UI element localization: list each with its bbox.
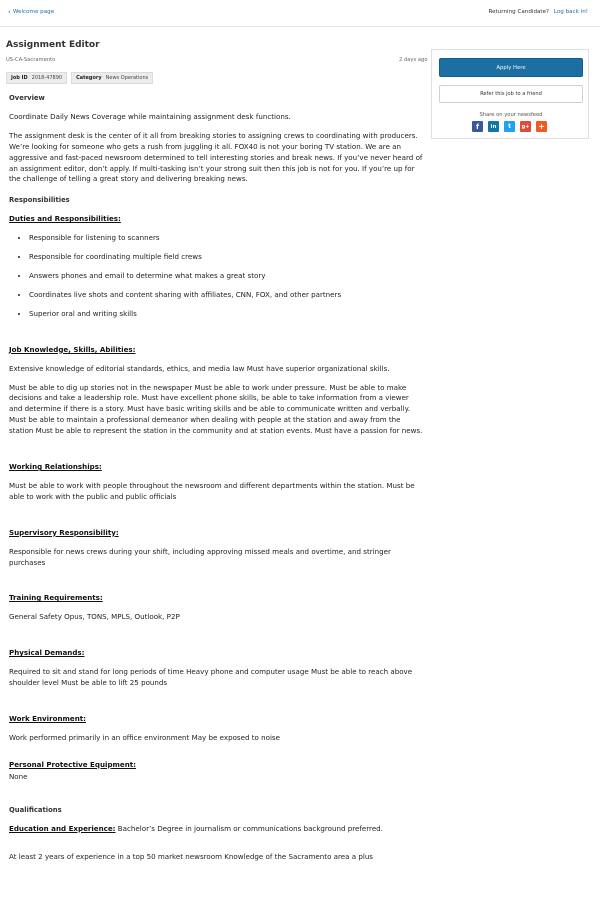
- top-bar: [0, 0, 600, 27]
- list-item: • Superior oral and writing skills: [29, 309, 423, 320]
- twitter-icon[interactable]: t: [504, 121, 515, 132]
- responsibilities-heading: Responsibilities: [9, 196, 70, 205]
- job-id-value: 2018-47890: [31, 75, 63, 81]
- category-label: Category: [76, 75, 102, 81]
- job-title: Assignment Editor: [6, 40, 100, 50]
- share-icons: [472, 121, 547, 132]
- share-label: Share on your newsfeed: [479, 112, 543, 118]
- overview-heading: Overview: [9, 94, 45, 102]
- working-relationships-heading: Working Relationships:: [9, 462, 102, 472]
- training-heading: Training Requirements:: [9, 593, 103, 603]
- working-relationships-text: Must be able to work with people throughout the newsroom and different departments within the station. Must be able to work with the public and public officials: [9, 480, 415, 501]
- ksa-heading: Job Knowledge, Skills, Abilities:: [9, 344, 136, 354]
- back-link[interactable]: [8, 9, 54, 15]
- job-tags: [6, 72, 153, 84]
- list-item: • Answers phones and email to determine what makes a great story: [29, 271, 423, 282]
- posted-date: 2 days ago: [399, 57, 428, 63]
- addthis-icon[interactable]: +: [536, 121, 547, 132]
- ppe-text: None: [9, 771, 28, 781]
- duties-list: [9, 233, 423, 320]
- linkedin-icon[interactable]: in: [488, 121, 499, 132]
- work-environment-text: Work performed primarily in an office environment May be exposed to noise: [9, 732, 280, 742]
- job-id-label: Job ID: [11, 75, 28, 81]
- experience-text: At least 2 years of experience in a top 50 market newsroom Knowledge of the Sacramento area a plus: [9, 852, 374, 862]
- facebook-icon[interactable]: f: [472, 121, 483, 132]
- ksa-paragraph-1: Extensive knowledge of editorial standards, ethics, and media law Must have superior organizational skills.: [9, 363, 390, 373]
- login-link[interactable]: Log back in!: [553, 9, 588, 15]
- physical-demands-text: Required to sit and stand for long periods of time Heavy phone and computer usage Must be able to reach above shoulder level Must be able to lift 25 pounds: [9, 667, 413, 688]
- physical-demands-heading: Physical Demands:: [9, 648, 85, 658]
- list-item: • Coordinates live shots and content sharing with affiliates, CNN, FOX, and other partners: [29, 290, 423, 301]
- ppe-heading: Personal Protective Equipment:: [9, 759, 137, 769]
- category-value: News Operations: [105, 75, 149, 81]
- education-text: Bachelor’s Degree in journalism or communications background preferred.: [117, 823, 383, 833]
- apply-button[interactable]: Apply Here: [439, 58, 583, 77]
- job-location: US-CA-Sacramento: [6, 57, 56, 63]
- list-item: • Responsible for coordinating multiple field crews: [29, 252, 423, 263]
- overview-paragraph-1: Coordinate Daily News Coverage while maintaining assignment desk functions.: [9, 111, 291, 121]
- list-item: • Responsible for listening to scanners: [29, 233, 423, 244]
- refer-friend-button[interactable]: Refer this job to a friend: [439, 85, 583, 103]
- apply-panel: [431, 49, 589, 139]
- chevron-left-icon: ‹: [8, 8, 11, 16]
- overview-paragraph-2: The assignment desk is the center of it all from breaking stories to assigning crews to coordinating with producers. We’re looking for someone who gets a rush from juggling it all. FOX40 is not your boring TV station. We are an aggressive and fast-paced newsroom determined to tell interesting stories and break news. If you’ve never heard of an assignment editor, don’t apply. If multi-tasking isn’t your strong suit then this job is not for you. If you’re up for the challenge of telling a great story and delivering breaking news.: [9, 130, 423, 184]
- job-description: [9, 93, 423, 863]
- duties-heading: Duties and Responsibilities:: [9, 214, 121, 224]
- category-tag: [71, 72, 153, 84]
- job-id-tag: [6, 72, 67, 84]
- training-text: General Safety Opus, TONS, MPLS, Outlook, P2P: [9, 612, 180, 622]
- work-environment-heading: Work Environment:: [9, 714, 86, 723]
- supervisory-text: Responsible for news crews during your shift, including approving missed meals and overtime, and stringer purchases: [9, 546, 391, 567]
- education-paragraph: [9, 824, 423, 835]
- returning-label: Returning Candidate?: [488, 9, 550, 15]
- education-heading: Education and Experience:: [9, 823, 116, 833]
- qualifications-heading: Qualifications: [9, 805, 62, 814]
- googleplus-icon[interactable]: g+: [520, 121, 531, 132]
- returning-candidate: [488, 9, 588, 15]
- supervisory-heading: Supervisory Responsibility:: [9, 527, 119, 537]
- ksa-paragraph-2: Must be able to dig up stories not in the newspaper Must be able to work under pressure. Must be able to make decisions and take a leadership role. Must have excellent phone skills, be able to take information from a viewer and determine if there is a story. Must have basic writing skills and be able to communicate written and verbally. Must be able to maintain a professional demeanor when dealing with people at the station and away from the station Must be able to represent the station in the community and at station events. Must have a passion for news.: [9, 382, 423, 436]
- back-link-label: Welcome page: [12, 9, 55, 15]
